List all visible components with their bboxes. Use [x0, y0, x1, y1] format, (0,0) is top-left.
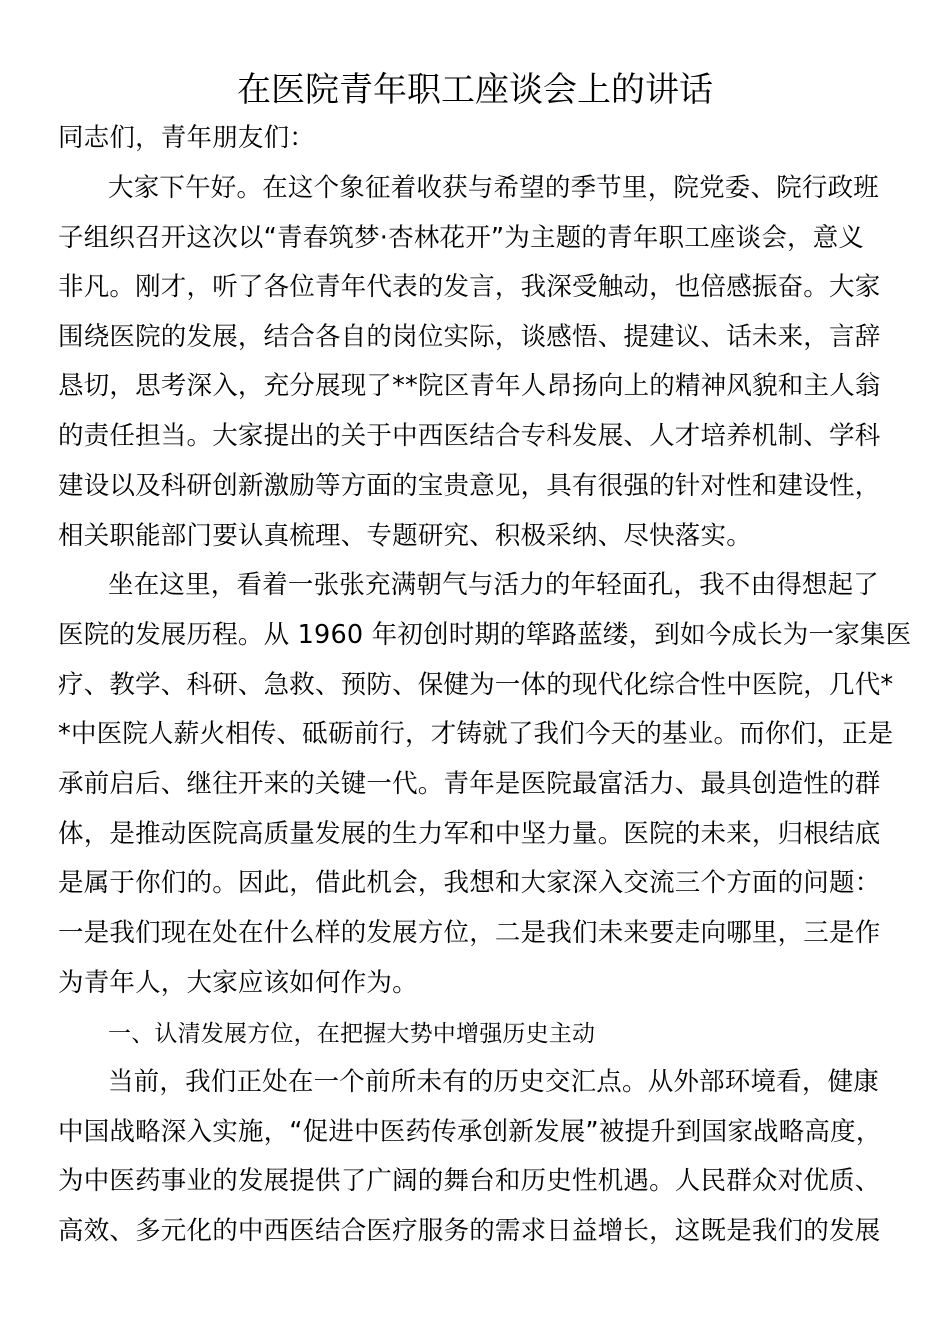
paragraph-line: 为青年人，大家应该如何作为。	[58, 968, 418, 998]
document-title: 在医院青年职工座谈会上的讲话	[237, 70, 713, 110]
paragraph-line: *中医院人薪火相传、砥砺前行，才铸就了我们今天的基业。而你们，正是	[58, 719, 894, 749]
salutation: 同志们，青年朋友们：	[58, 123, 316, 153]
paragraph-line: 坐在这里，看着一张张充满朝气与活力的年轻面孔，我不由得想起了	[108, 570, 880, 600]
paragraph-line: 一是我们现在处在什么样的发展方位，二是我们未来要走向哪里，三是作	[58, 918, 881, 948]
paragraph-line: 疗、教学、科研、急救、预防、保健为一体的现代化综合性中医院，几代*	[58, 670, 894, 700]
paragraph-line: 相关职能部门要认真梳理、专题研究、积极采纳、尽快落实。	[58, 521, 752, 551]
paragraph-line: 的责任担当。大家提出的关于中西医结合专科发展、人才培养机制、学科	[58, 421, 881, 451]
paragraph-line: 中国战略深入实施，“促进中医药传承创新发展”被提升到国家战略高度，	[58, 1117, 882, 1147]
paragraph-line: 高效、多元化的中西医结合医疗服务的需求日益增长，这既是我们的发展	[58, 1216, 881, 1246]
paragraph-line: 大家下午好。在这个象征着收获与希望的季节里，院党委、院行政班	[108, 173, 880, 203]
paragraph-line: 为中医药事业的发展提供了广阔的舞台和历史性机遇。人民群众对优质、	[58, 1166, 881, 1196]
paragraph-line: 建设以及科研创新激励等方面的宝贵意见，具有很强的针对性和建设性，	[58, 471, 881, 501]
paragraph-line: 子组织召开这次以“青春筑梦·杏林花开”为主题的青年职工座谈会，意义	[58, 223, 865, 253]
paragraph-line: 围绕医院的发展，结合各自的岗位实际，谈感悟、提建议、话未来，言辞	[58, 322, 881, 352]
paragraph-line: 是属于你们的。因此，借此机会，我想和大家深入交流三个方面的问题：	[58, 868, 881, 898]
paragraph-line: 非凡。刚才，听了各位青年代表的发言，我深受触动，也倍感振奋。大家	[58, 272, 881, 302]
paragraph-line: 承前启后、继往开来的关键一代。青年是医院最富活力、最具创造性的群	[58, 769, 881, 799]
paragraph-line: 当前，我们正处在一个前所未有的历史交汇点。从外部环境看，健康	[108, 1067, 880, 1097]
paragraph-line: 医院的发展历程。从 1960 年初创时期的筚路蓝缕，到如今成长为一家集医	[58, 620, 912, 650]
paragraph-line: 体，是推动医院高质量发展的生力军和中坚力量。医院的未来，归根结底	[58, 819, 881, 849]
paragraph-line: 恳切，思考深入，充分展现了**院区青年人昂扬向上的精神风貌和主人翁	[58, 371, 881, 401]
section-heading: 一、认清发展方位，在把握大势中增强历史主动	[108, 1021, 596, 1047]
